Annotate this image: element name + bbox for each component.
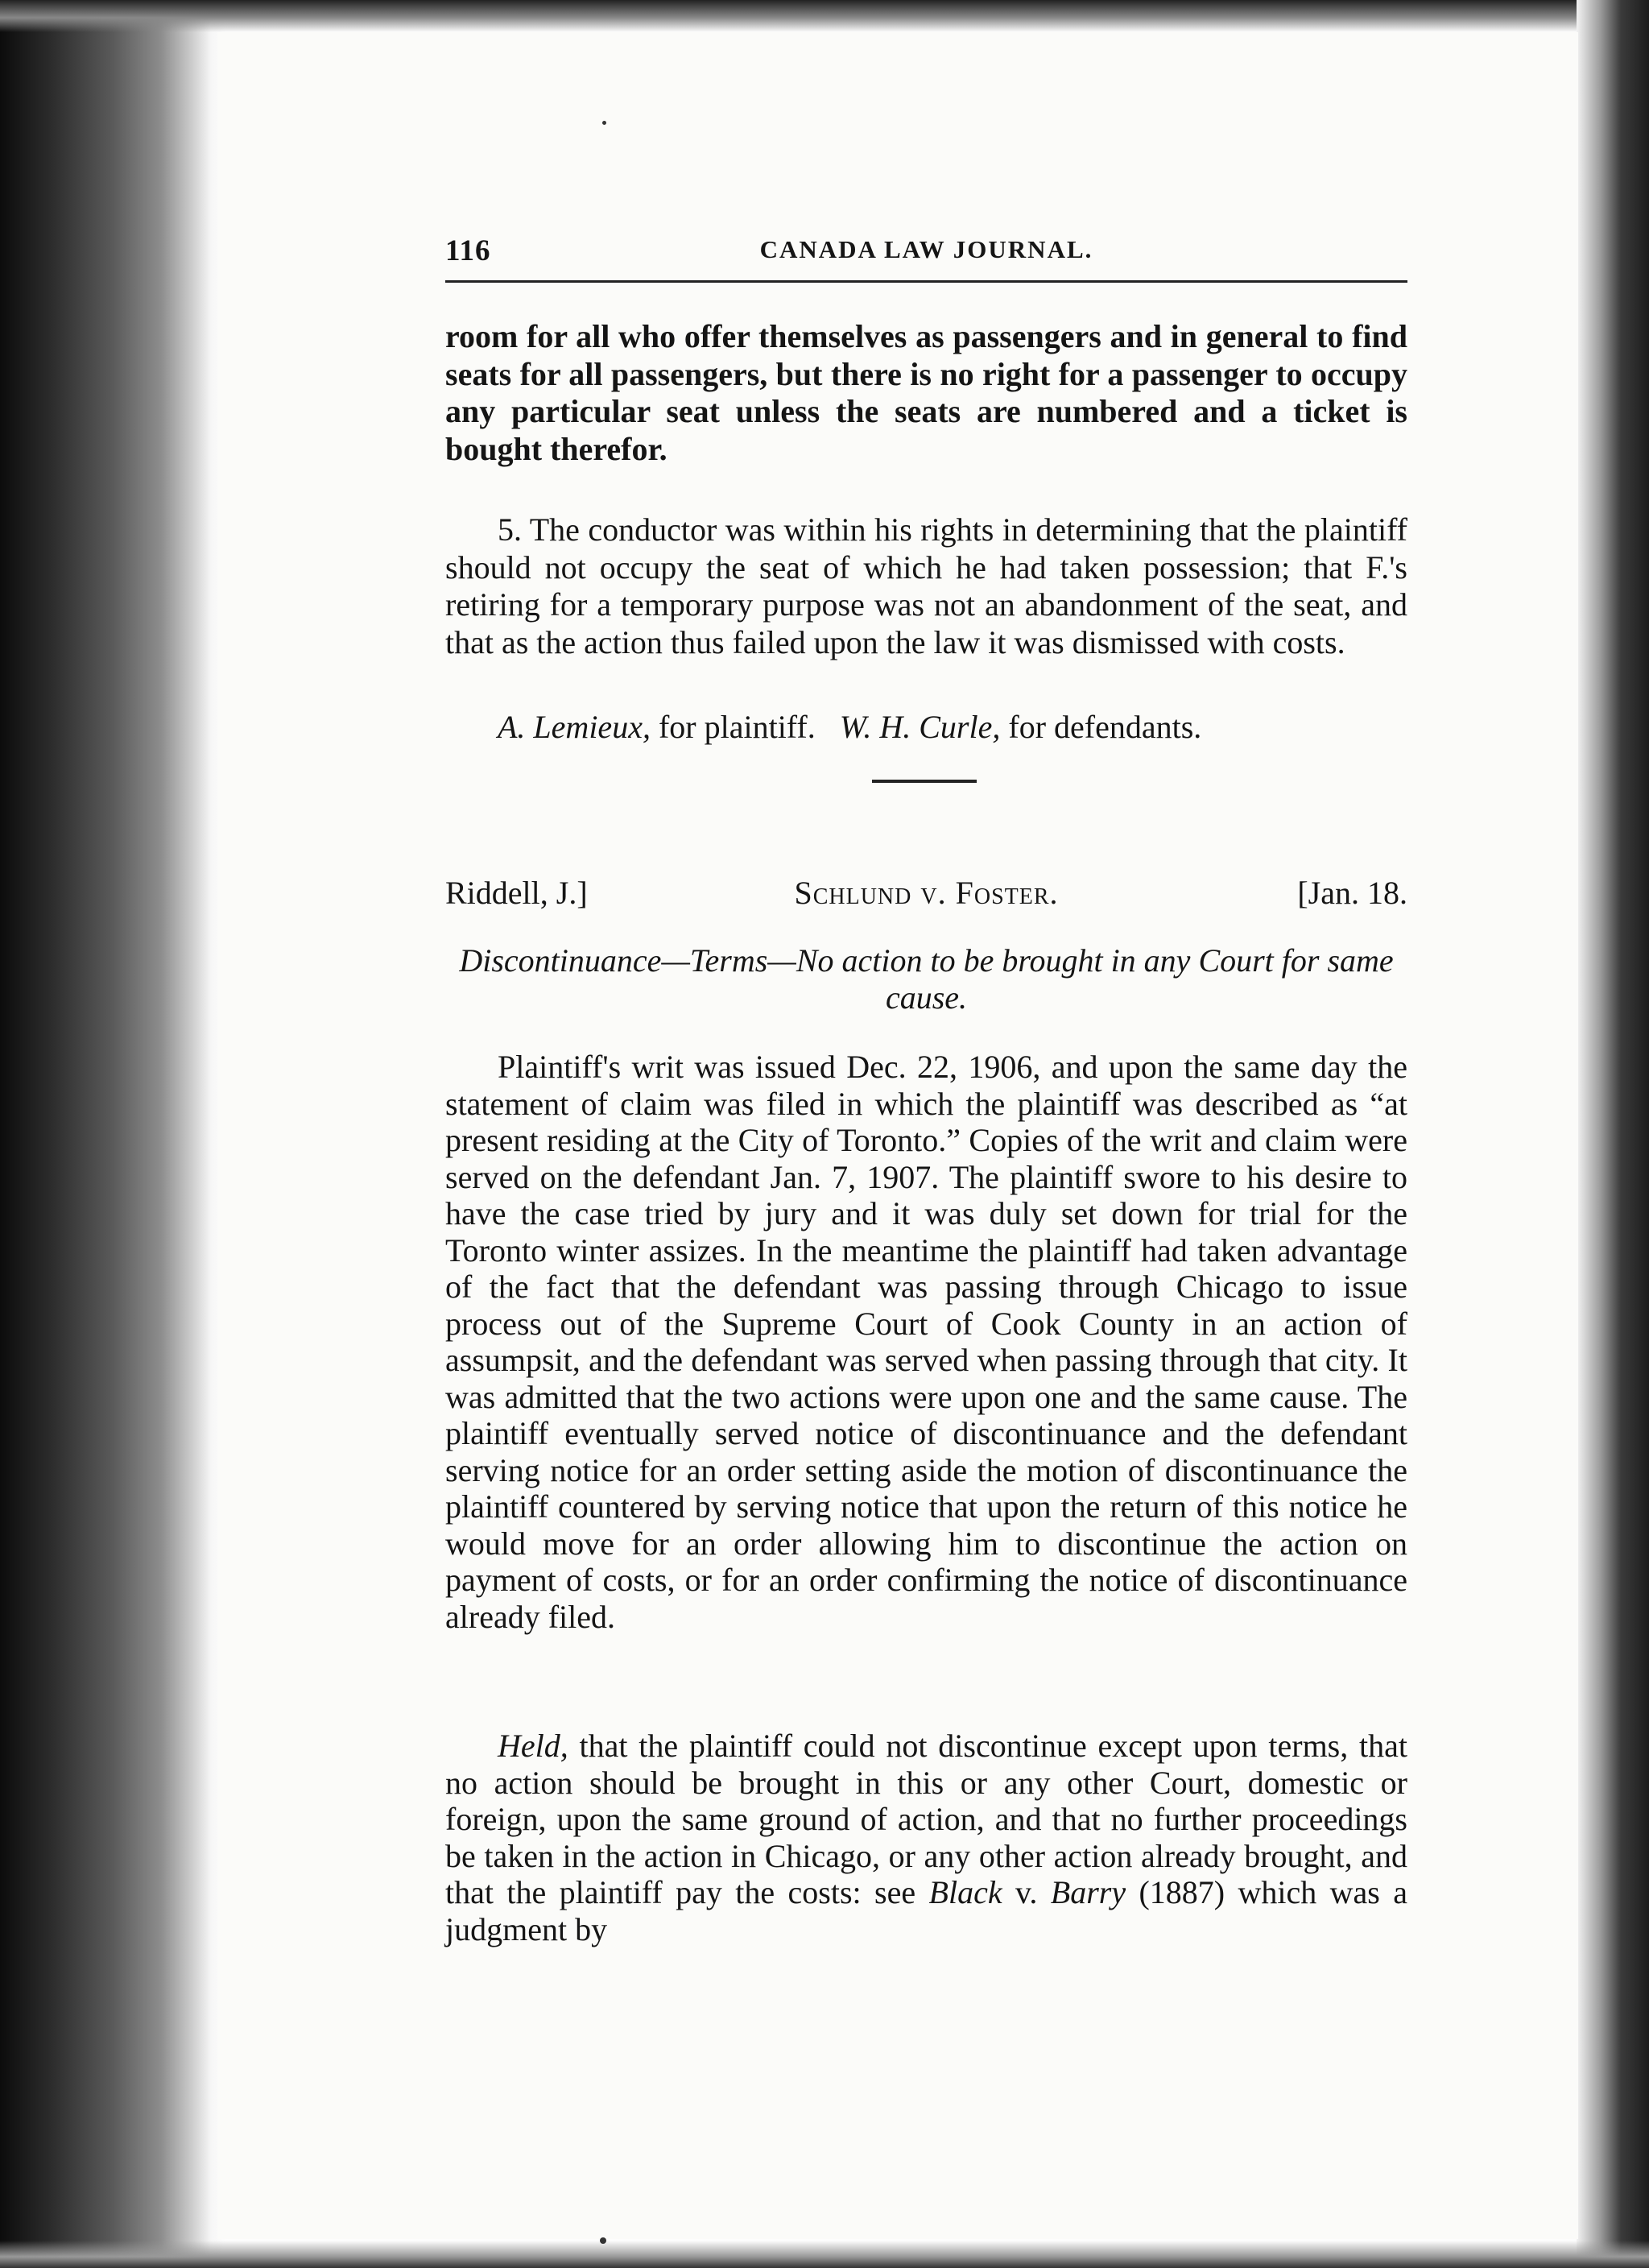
header-rule xyxy=(445,280,1407,283)
print-speck xyxy=(602,121,606,125)
journal-title: CANADA LAW JOURNAL. xyxy=(759,235,1093,263)
continued-paragraph: room for all who offer themselves as passengers and in general to find seats for all passengers, but there is no right for a passenger to occupy any particular seat unless the seats are numbered and a ticket is bought therefor. xyxy=(445,318,1407,467)
plaintiff-counsel-name: A. Lemieux, xyxy=(498,709,651,745)
facts-paragraph: Plaintiff's writ was issued Dec. 22, 1906, and upon the same day the statement of claim was filed in which the plaintiff was described as “at present residing at the City of Toronto.” Copies of the writ and claim were served on the defendant Jan. 7, 1907. The plaintiff swore to his desire to have the case tried by jury and it was duly set down for trial for the Toronto winter assizes. In the meantime the plaintiff had taken advantage of the fact that the defendant was passing through Chicago to issue process out of the Supreme Court of Cook County in an action of assumpsit, and the defendant was served when passing through that city. It was admitted that the two actions were upon one and the same cause. The plaintiff eventually served notice of discontinuance and the defendant serving notice for an order setting aside the motion of discontinuance the plaintiff countered by serving notice that upon the return of this notice he would move for an order allowing him to discontinue the action on payment of costs, or for an order confirming the notice of discontinuance already filed. xyxy=(445,1049,1407,1635)
plaintiff-counsel-role: for plaintiff. xyxy=(658,709,816,745)
page-number: 116 xyxy=(445,234,491,267)
held-text-b: (1887) which was a judgment by xyxy=(445,1874,1408,1947)
running-head xyxy=(445,234,1407,274)
scan-top-edge xyxy=(0,0,1649,32)
cited-case-a: Black xyxy=(928,1874,1002,1910)
cited-v: v. xyxy=(1015,1874,1038,1910)
cited-case-b: Barry xyxy=(1050,1874,1126,1910)
section-divider xyxy=(872,780,977,783)
held-label: Held, xyxy=(498,1728,568,1764)
book-page xyxy=(217,32,1578,2239)
print-speck xyxy=(600,2237,606,2244)
case-caption xyxy=(445,874,1407,913)
judge-name: Riddell, J.] xyxy=(445,875,588,911)
paragraph-5: 5. The conductor was within his rights in determining that the plaintiff should not occupy the seat of which he had taken possession; that F.'s retiring for a temporary purpose was not an abandonment of the seat, and that as the action thus failed upon the law it was dismissed with costs. xyxy=(445,511,1407,660)
scan-bottom-edge xyxy=(0,2241,1649,2268)
case-name: Schlund v. Foster. xyxy=(794,875,1059,911)
defendant-counsel-role: for defendants. xyxy=(1008,709,1202,745)
counsel-line xyxy=(498,709,1201,746)
case-date: [Jan. 18. xyxy=(1297,875,1407,911)
case-headnote: Discontinuance—Terms—No action to be brought in any Court for same cause. xyxy=(459,942,1394,1016)
defendant-counsel-name: W. H. Curle, xyxy=(839,709,1001,745)
held-text-a: that the plaintiff could not discontinue except upon terms, that no action should be brought in this or any other Court, domestic or foreign, upon the same ground of action, and that no further proceedings be taken in the action in Chicago, or any other action already brought, and that the plaintiff pay the costs: see xyxy=(445,1728,1407,1910)
scan-right-edge xyxy=(1577,0,1649,2268)
held-paragraph xyxy=(445,1728,1407,1947)
